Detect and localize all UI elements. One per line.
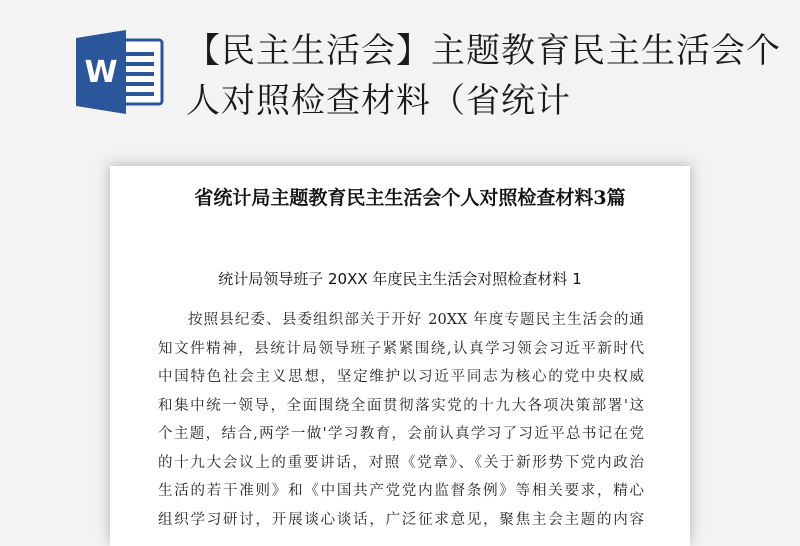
document-page: [110, 166, 690, 546]
document-body: [158, 306, 644, 534]
word-icon: [76, 30, 166, 114]
body-line: 按照县纪委、县委组织部关于开好 20XX 年度专题民主生活会的通: [188, 312, 644, 328]
body-line: 组织学习研讨，开展谈心谈话，广泛征求意见，聚焦主会主题的内容: [158, 511, 644, 528]
body-line: 知文件精神，县统计局领导班子紧紧围绕,认真学习领会习近平新时代: [158, 340, 644, 357]
body-line: 的十九大会议上的重要讲话，对照《党章》、《关于新形势下党内政治: [158, 454, 644, 471]
body-line: 生活的若干准则》和《中国共产党党内监督条例》等相关要求，精心: [158, 483, 644, 499]
svg-text:W: W: [84, 55, 118, 90]
document-subtitle: 统计局领导班子 20XX 年度民主生活会对照检查材料 1: [218, 270, 582, 288]
body-line: 中国特色社会主义思想，坚定维护以习近平同志为核心的党中央权威: [158, 369, 644, 385]
header-banner: [0, 0, 800, 150]
document-title: 省统计局主题教育民主生活会个人对照检查材料3篇: [194, 187, 626, 209]
body-line: 和集中统一领导，全面围绕全面贯彻落实党的十九大各项决策部署'这: [158, 397, 644, 414]
header-title: 【民主生活会】主题教育民主生活会个人对照检查材料（省统计: [186, 31, 781, 121]
body-line: 个主题，结合,两学一做'学习教育，会前认真学习了习近平总书记在党: [158, 426, 644, 442]
